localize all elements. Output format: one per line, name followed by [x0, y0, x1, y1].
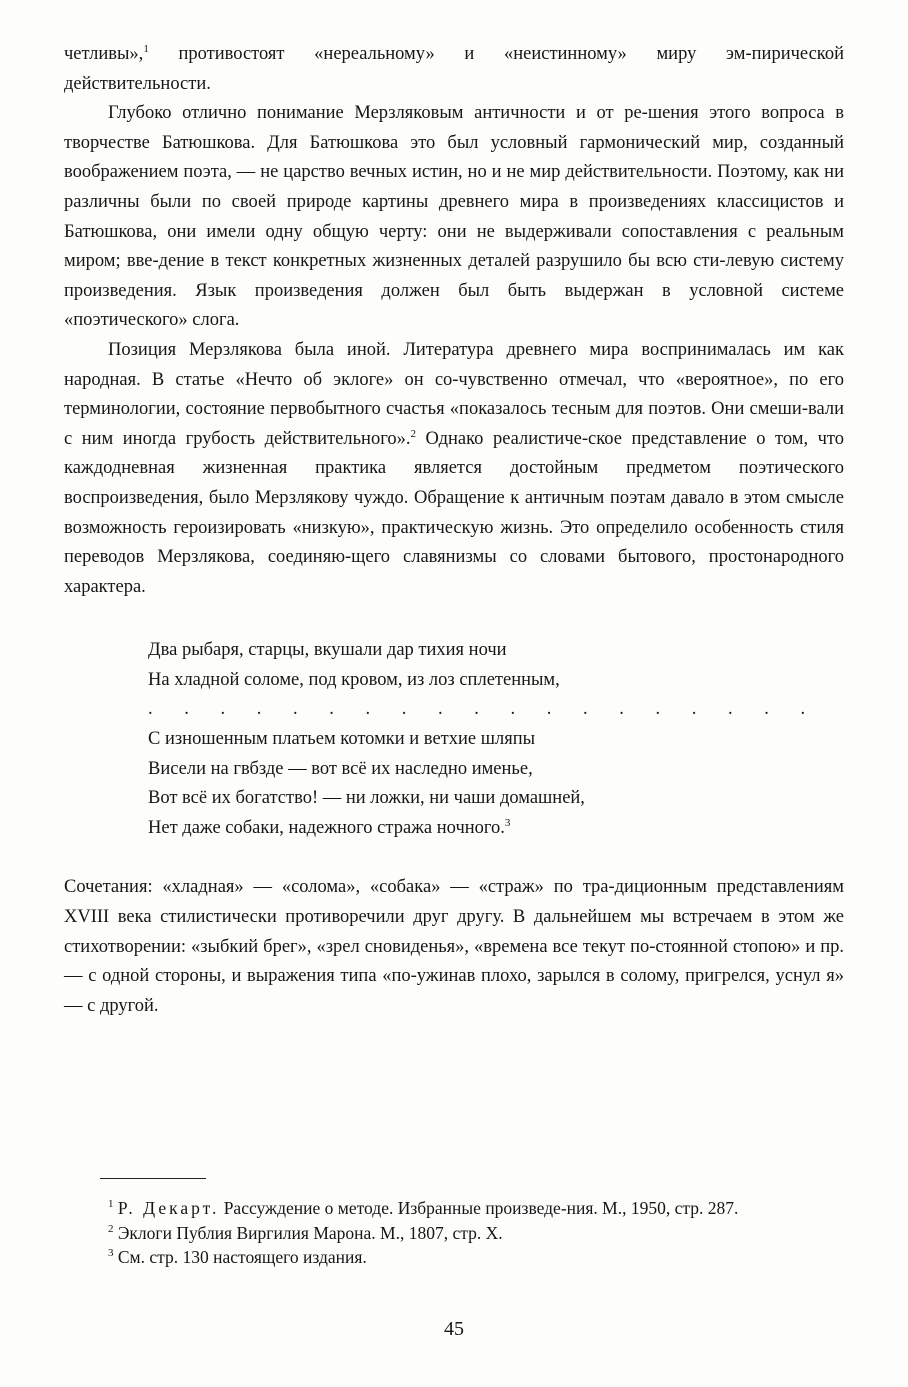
paragraph-3	[64, 336, 844, 602]
poem-quote	[148, 636, 844, 843]
footnote-2-number: 2	[108, 1222, 114, 1235]
footnote-2	[64, 1221, 844, 1246]
footnote-ref-2: 2	[410, 427, 416, 440]
paragraph-4: Сочетания: «хладная» — «солома», «собака» — «страж» по тра-диционным представлениям XVIII века стилистически противоречили друг другу. В дальнейшем мы встречаем в этом же стихотворении: «зыбкий брег», «зрел сновиденья», «времена все текут по-стоянной стопою» и пр. — с одной стороны, и выражения типа «по-ужинав плохо, зарылся в солому, пригрелся, уснул я» — с другой.	[64, 877, 844, 1016]
footnote-3-number: 3	[108, 1247, 114, 1260]
poem-line-3: С изношенным платьем котомки и ветхие шляпы	[148, 729, 536, 750]
poem-line-6	[148, 814, 844, 844]
footnote-divider	[100, 1178, 206, 1179]
footnote-1-author: Р. Декарт.	[117, 1198, 220, 1218]
footnote-1-number: 1	[108, 1198, 114, 1211]
paragraph-2: Глубоко отлично понимание Мерзляковым античности и от ре-шения этого вопроса в творчестве Батюшкова. Для Батюшкова это был условный гармонический мир, созданный воображением поэта, — не царство вечных истин, но и не мир действительности. Поэтому, как ни различны были по своей природе картины древнего мира в произведениях классицистов и Батюшкова, они имели одну общую черту: они не выдерживали сопоставления с реальным миром; вве-дение в текст конкретных жизненных деталей разрушило бы всю сти-левую систему произведения. Язык произведения должен был быть выдержан в условной системе «поэтического» слога.	[64, 103, 844, 331]
footnote-1-text: Рассуждение о методе. Избранные произведе-ния. М., 1950, стр. 287.	[219, 1198, 739, 1218]
paragraph-1-text-a: четливы»,	[64, 44, 144, 64]
footnote-3	[64, 1245, 844, 1270]
page-number: 45	[444, 1318, 464, 1340]
poem-line-4: Висели на гвбзде — вот всё их наследно именье,	[148, 758, 533, 779]
poem-line-6-text: Нет даже собаки, надежного стража ночного.	[148, 817, 505, 838]
footnote-ref-3: 3	[504, 816, 511, 829]
paragraph-1	[64, 40, 844, 99]
poem-ellipsis-dots: . . . . . . . . . . . . . . . . . . .	[148, 699, 819, 720]
footnotes	[64, 1196, 844, 1270]
paragraph-3-text-a: Позиция Мерзлякова была иной. Литература древнего мира воспринималась им как народная. В статье «Нечто об эклоге» он со-чувственно отмечал, что «вероятное», по его терминологии, состояние первобытного счастья «показалось тесным для поэтов. Они смеши-вали с ним иногда грубость действительного».	[64, 339, 844, 449]
footnote-2-text: Эклоги Публия Виргилия Марона. М., 1807, стр. X.	[113, 1222, 503, 1243]
footnote-ref-1: 1	[143, 42, 149, 55]
footnote-3-text: См. стр. 130 настоящего издания.	[113, 1247, 367, 1267]
paragraph-1-text-b: противостоят «нереальному» и «неистинному» миру эм-пирической действительности.	[64, 44, 844, 94]
paragraph-3-text-b: Однако реалистиче-ское представление о том, что каждодневная жизненная практика является достойным предметом поэтического воспроизведения, было Мерзлякову чуждо. Обращение к античным поэтам давало в этом смысле возможность героизировать «низкую», практическую жизнь. Это определило особенность стиля переводов Мерзлякова, соединяю-щего славянизмы со словами бытового, простонародного характера.	[64, 428, 844, 597]
poem-line-5: Вот всё их богатство! — ни ложки, ни чаши домашней,	[148, 788, 585, 809]
poem-line-1: Два рыбаря, старцы, вкушали дар тихия ночи	[148, 640, 507, 661]
main-text	[64, 40, 844, 1021]
poem-line-2: На хладной соломе, под кровом, из лоз сплетенным,	[148, 669, 560, 690]
footnote-1	[64, 1196, 844, 1221]
